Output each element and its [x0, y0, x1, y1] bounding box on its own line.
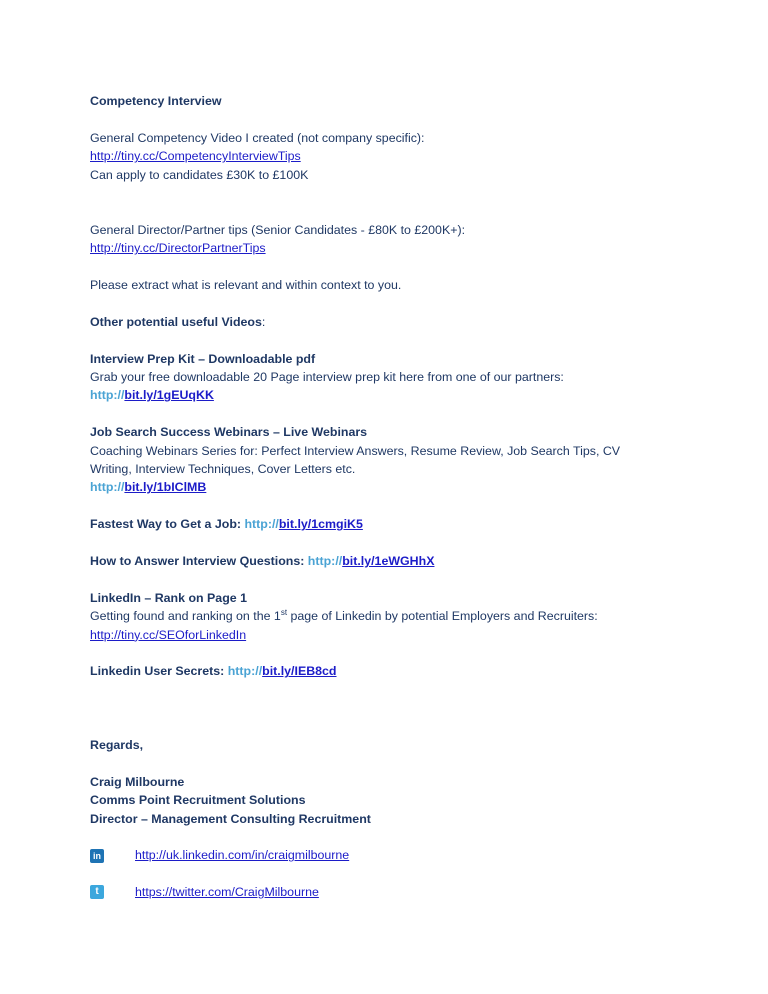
linkedin-rank-link[interactable]: http://tiny.cc/SEOforLinkedIn: [90, 627, 247, 642]
twitter-row: [90, 883, 710, 901]
linkedin-row: [90, 846, 710, 864]
linkedin-profile-link[interactable]: http://uk.linkedin.com/in/craigmilbourne: [135, 848, 350, 863]
prep-kit-link-line: http://bit.ly/1gEUqKK: [90, 388, 214, 403]
webinars-text-2: Writing, Interview Techniques, Cover Letters etc.: [90, 462, 356, 477]
webinars-link[interactable]: bit.ly/1bIClMB: [124, 480, 207, 495]
competency-video-link[interactable]: http://tiny.cc/CompetencyInterviewTips: [90, 149, 301, 164]
signoff-role: Director – Management Consulting Recruitment: [90, 811, 371, 826]
linkedin-rank-text: Getting found and ranking on the 1st page of Linkedin by potential Employers and Recruiters:: [90, 608, 598, 624]
answer-link[interactable]: bit.ly/1eWGHhX: [342, 554, 435, 569]
webinars-text-1: Coaching Webinars Series for: Perfect Interview Answers, Resume Review, Job Search Tips, CV: [90, 443, 621, 458]
extract-note: Please extract what is relevant and within context to you.: [90, 278, 402, 293]
linkedin-rank-heading: LinkedIn – Rank on Page 1: [90, 590, 247, 605]
competency-range-text: Can apply to candidates £30K to £100K: [90, 167, 309, 182]
secrets-line: Linkedin User Secrets: http://bit.ly/IEB8cd: [90, 664, 337, 679]
webinars-heading: Job Search Success Webinars – Live Webinars: [90, 425, 368, 440]
director-tips-link[interactable]: http://tiny.cc/DirectorPartnerTips: [90, 241, 266, 256]
fastest-line: Fastest Way to Get a Job: http://bit.ly/1cmgiK5: [90, 517, 363, 532]
competency-video-text: General Competency Video I created (not company specific):: [90, 130, 425, 145]
twitter-profile-link[interactable]: https://twitter.com/CraigMilbourne: [135, 885, 319, 900]
document-title: Competency Interview: [90, 94, 222, 108]
regards-text: Regards,: [90, 738, 144, 753]
prep-kit-heading: Interview Prep Kit – Downloadable pdf: [90, 351, 316, 366]
fastest-link[interactable]: bit.ly/1cmgiK5: [278, 517, 363, 532]
answer-line: How to Answer Interview Questions: http://bit.ly/1eWGHhX: [90, 554, 435, 569]
director-tips-text: General Director/Partner tips (Senior Candidates - £80K to £200K+):: [90, 222, 466, 237]
document-body: [90, 92, 710, 902]
prep-kit-text: Grab your free downloadable 20 Page interview prep kit here from one of our partners:: [90, 370, 564, 385]
twitter-icon: t: [90, 885, 104, 899]
other-videos-heading: Other potential useful Videos:: [90, 314, 266, 329]
webinars-link-line: http://bit.ly/1bIClMB: [90, 480, 207, 495]
signoff-company: Comms Point Recruitment Solutions: [90, 793, 306, 808]
prep-kit-link[interactable]: bit.ly/1gEUqKK: [124, 388, 214, 403]
signoff-name: Craig Milbourne: [90, 774, 185, 789]
linkedin-icon: in: [90, 849, 104, 863]
secrets-link[interactable]: bit.ly/IEB8cd: [262, 664, 337, 679]
